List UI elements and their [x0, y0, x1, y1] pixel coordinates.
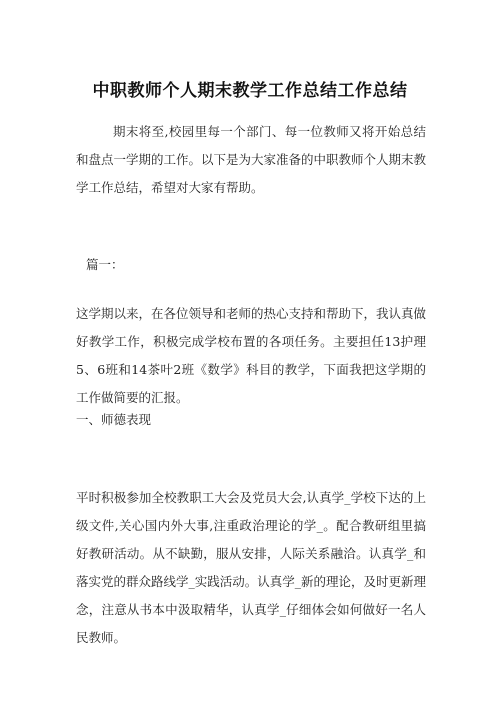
intro-paragraph: 期末将至,校园里每一个部门、每一位教师又将开始总结和盘点一学期的工作。以下是为大家准备的中职教师个人期末教学工作总结，希望对大家有帮助。	[76, 124, 427, 195]
section-heading-ethics: 一、师德表现	[76, 412, 152, 427]
ethics-paragraph: 平时积极参加全校教职工大会及党员大会,认真学_学校下达的上级文件,关心国内外大事,注重政治理论的学_。配合教研组里搞好教研活动。从不缺勤，服从安排，人际关系融洽。认真学_和落实党的群众路线学_实践活动。认真学_新的理论，及时更新理念，注意从书本中汲取精华，认真学_仔细体会如何做好一名人民教师。	[76, 490, 427, 645]
part-heading: 篇一：	[86, 257, 124, 272]
part-one-paragraph: 这学期以来，在各位领导和老师的热心支持和帮助下，我认真做好教学工作，积极完成学校布置的各项任务。主要担任13护理5、6班和14茶叶2班《数学》科目的教学，下面我把这学期的工作做简要的汇报。	[76, 306, 427, 405]
document-title: 中职教师个人期末教学工作总结工作总结	[92, 81, 408, 101]
